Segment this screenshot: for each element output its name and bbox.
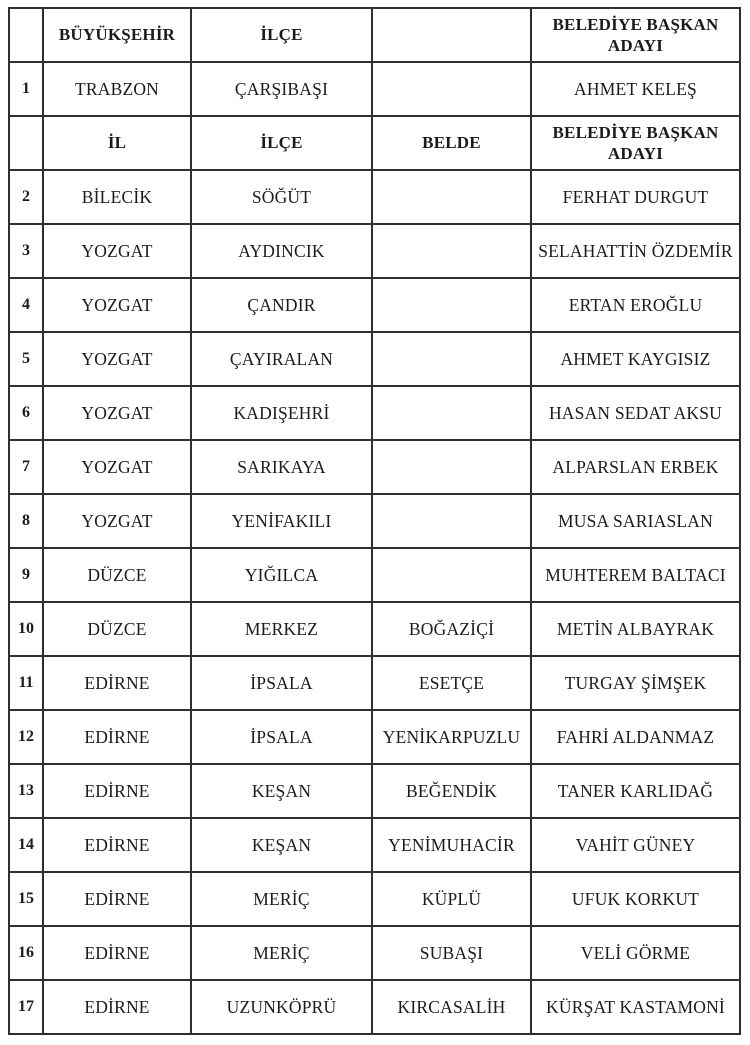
row-number-cell: 16	[9, 926, 43, 980]
table-row	[9, 764, 740, 818]
header-district: İLÇE	[191, 116, 372, 170]
header-row-number	[9, 8, 43, 62]
candidate-cell: TANER KARLIDAĞ	[531, 764, 740, 818]
district-cell: SARIKAYA	[191, 440, 372, 494]
candidate-cell: SELAHATTİN ÖZDEMİR	[531, 224, 740, 278]
town-cell: YENİKARPUZLU	[372, 710, 531, 764]
town-cell	[372, 278, 531, 332]
province-cell: DÜZCE	[43, 548, 191, 602]
province-cell: YOZGAT	[43, 332, 191, 386]
row-number-cell: 7	[9, 440, 43, 494]
table-row	[9, 386, 740, 440]
town-cell	[372, 548, 531, 602]
table-row	[9, 62, 740, 116]
province-cell: EDİRNE	[43, 656, 191, 710]
district-cell: ÇANDIR	[191, 278, 372, 332]
row-number-cell: 4	[9, 278, 43, 332]
row-number-cell: 8	[9, 494, 43, 548]
province-cell: DÜZCE	[43, 602, 191, 656]
header-row-number	[9, 116, 43, 170]
header-mayor-candidate: BELEDİYE BAŞKAN ADAYI	[531, 116, 740, 170]
district-cell: MERİÇ	[191, 872, 372, 926]
candidate-cell: UFUK KORKUT	[531, 872, 740, 926]
district-cell: ÇAYIRALAN	[191, 332, 372, 386]
header-province: İL	[43, 116, 191, 170]
district-cell: İPSALA	[191, 710, 372, 764]
town-cell	[372, 386, 531, 440]
table-row	[9, 224, 740, 278]
district-cell: UZUNKÖPRÜ	[191, 980, 372, 1034]
district-cell: MERKEZ	[191, 602, 372, 656]
row-number-cell: 9	[9, 548, 43, 602]
province-cell: EDİRNE	[43, 710, 191, 764]
town-cell: KIRCASALİH	[372, 980, 531, 1034]
candidate-cell: MUHTEREM BALTACI	[531, 548, 740, 602]
town-cell	[372, 170, 531, 224]
candidate-cell: HASAN SEDAT AKSU	[531, 386, 740, 440]
province-cell: EDİRNE	[43, 764, 191, 818]
candidate-cell: METİN ALBAYRAK	[531, 602, 740, 656]
row-number-cell: 12	[9, 710, 43, 764]
town-cell	[372, 332, 531, 386]
row-number-cell: 15	[9, 872, 43, 926]
table-row	[9, 440, 740, 494]
town-cell	[372, 494, 531, 548]
row-number-cell: 3	[9, 224, 43, 278]
table-body	[9, 8, 740, 1034]
header-town	[372, 8, 531, 62]
district-cell: AYDINCIK	[191, 224, 372, 278]
province-cell: TRABZON	[43, 62, 191, 116]
candidate-cell: TURGAY ŞİMŞEK	[531, 656, 740, 710]
district-cell: MERİÇ	[191, 926, 372, 980]
candidate-cell: ALPARSLAN ERBEK	[531, 440, 740, 494]
candidate-cell: MUSA SARIASLAN	[531, 494, 740, 548]
town-cell	[372, 62, 531, 116]
town-cell	[372, 224, 531, 278]
table-row	[9, 170, 740, 224]
town-cell: KÜPLÜ	[372, 872, 531, 926]
province-cell: YOZGAT	[43, 224, 191, 278]
row-number-cell: 5	[9, 332, 43, 386]
table-row	[9, 710, 740, 764]
header-row	[9, 116, 740, 170]
district-cell: KEŞAN	[191, 764, 372, 818]
table-row	[9, 980, 740, 1034]
province-cell: EDİRNE	[43, 980, 191, 1034]
table-row	[9, 656, 740, 710]
province-cell: YOZGAT	[43, 278, 191, 332]
town-cell: BEĞENDİK	[372, 764, 531, 818]
candidate-cell: VAHİT GÜNEY	[531, 818, 740, 872]
province-cell: YOZGAT	[43, 440, 191, 494]
district-cell: KEŞAN	[191, 818, 372, 872]
candidate-cell: VELİ GÖRME	[531, 926, 740, 980]
table-row	[9, 278, 740, 332]
header-mayor-candidate: BELEDİYE BAŞKAN ADAYI	[531, 8, 740, 62]
table-row	[9, 872, 740, 926]
header-district: İLÇE	[191, 8, 372, 62]
district-cell: İPSALA	[191, 656, 372, 710]
candidate-cell: AHMET KAYGISIZ	[531, 332, 740, 386]
district-cell: YENİFAKILI	[191, 494, 372, 548]
candidate-table	[8, 7, 741, 1035]
province-cell: EDİRNE	[43, 926, 191, 980]
town-cell: BOĞAZİÇİ	[372, 602, 531, 656]
candidate-cell: ERTAN EROĞLU	[531, 278, 740, 332]
row-number-cell: 1	[9, 62, 43, 116]
table-row	[9, 332, 740, 386]
header-town: BELDE	[372, 116, 531, 170]
district-cell: ÇARŞIBAŞI	[191, 62, 372, 116]
row-number-cell: 6	[9, 386, 43, 440]
candidate-cell: AHMET KELEŞ	[531, 62, 740, 116]
row-number-cell: 14	[9, 818, 43, 872]
town-cell	[372, 440, 531, 494]
table-row	[9, 818, 740, 872]
district-cell: YIĞILCA	[191, 548, 372, 602]
row-number-cell: 2	[9, 170, 43, 224]
header-province: BÜYÜKŞEHİR	[43, 8, 191, 62]
row-number-cell: 17	[9, 980, 43, 1034]
province-cell: YOZGAT	[43, 386, 191, 440]
row-number-cell: 11	[9, 656, 43, 710]
header-row	[9, 8, 740, 62]
province-cell: BİLECİK	[43, 170, 191, 224]
province-cell: YOZGAT	[43, 494, 191, 548]
province-cell: EDİRNE	[43, 872, 191, 926]
candidate-cell: FERHAT DURGUT	[531, 170, 740, 224]
table-row	[9, 602, 740, 656]
table-row	[9, 494, 740, 548]
province-cell: EDİRNE	[43, 818, 191, 872]
table-row	[9, 548, 740, 602]
town-cell: ESETÇE	[372, 656, 531, 710]
candidate-cell: FAHRİ ALDANMAZ	[531, 710, 740, 764]
table-row	[9, 926, 740, 980]
district-cell: SÖĞÜT	[191, 170, 372, 224]
row-number-cell: 10	[9, 602, 43, 656]
town-cell: YENİMUHACİR	[372, 818, 531, 872]
district-cell: KADIŞEHRİ	[191, 386, 372, 440]
candidate-cell: KÜRŞAT KASTAMONİ	[531, 980, 740, 1034]
town-cell: SUBAŞI	[372, 926, 531, 980]
row-number-cell: 13	[9, 764, 43, 818]
